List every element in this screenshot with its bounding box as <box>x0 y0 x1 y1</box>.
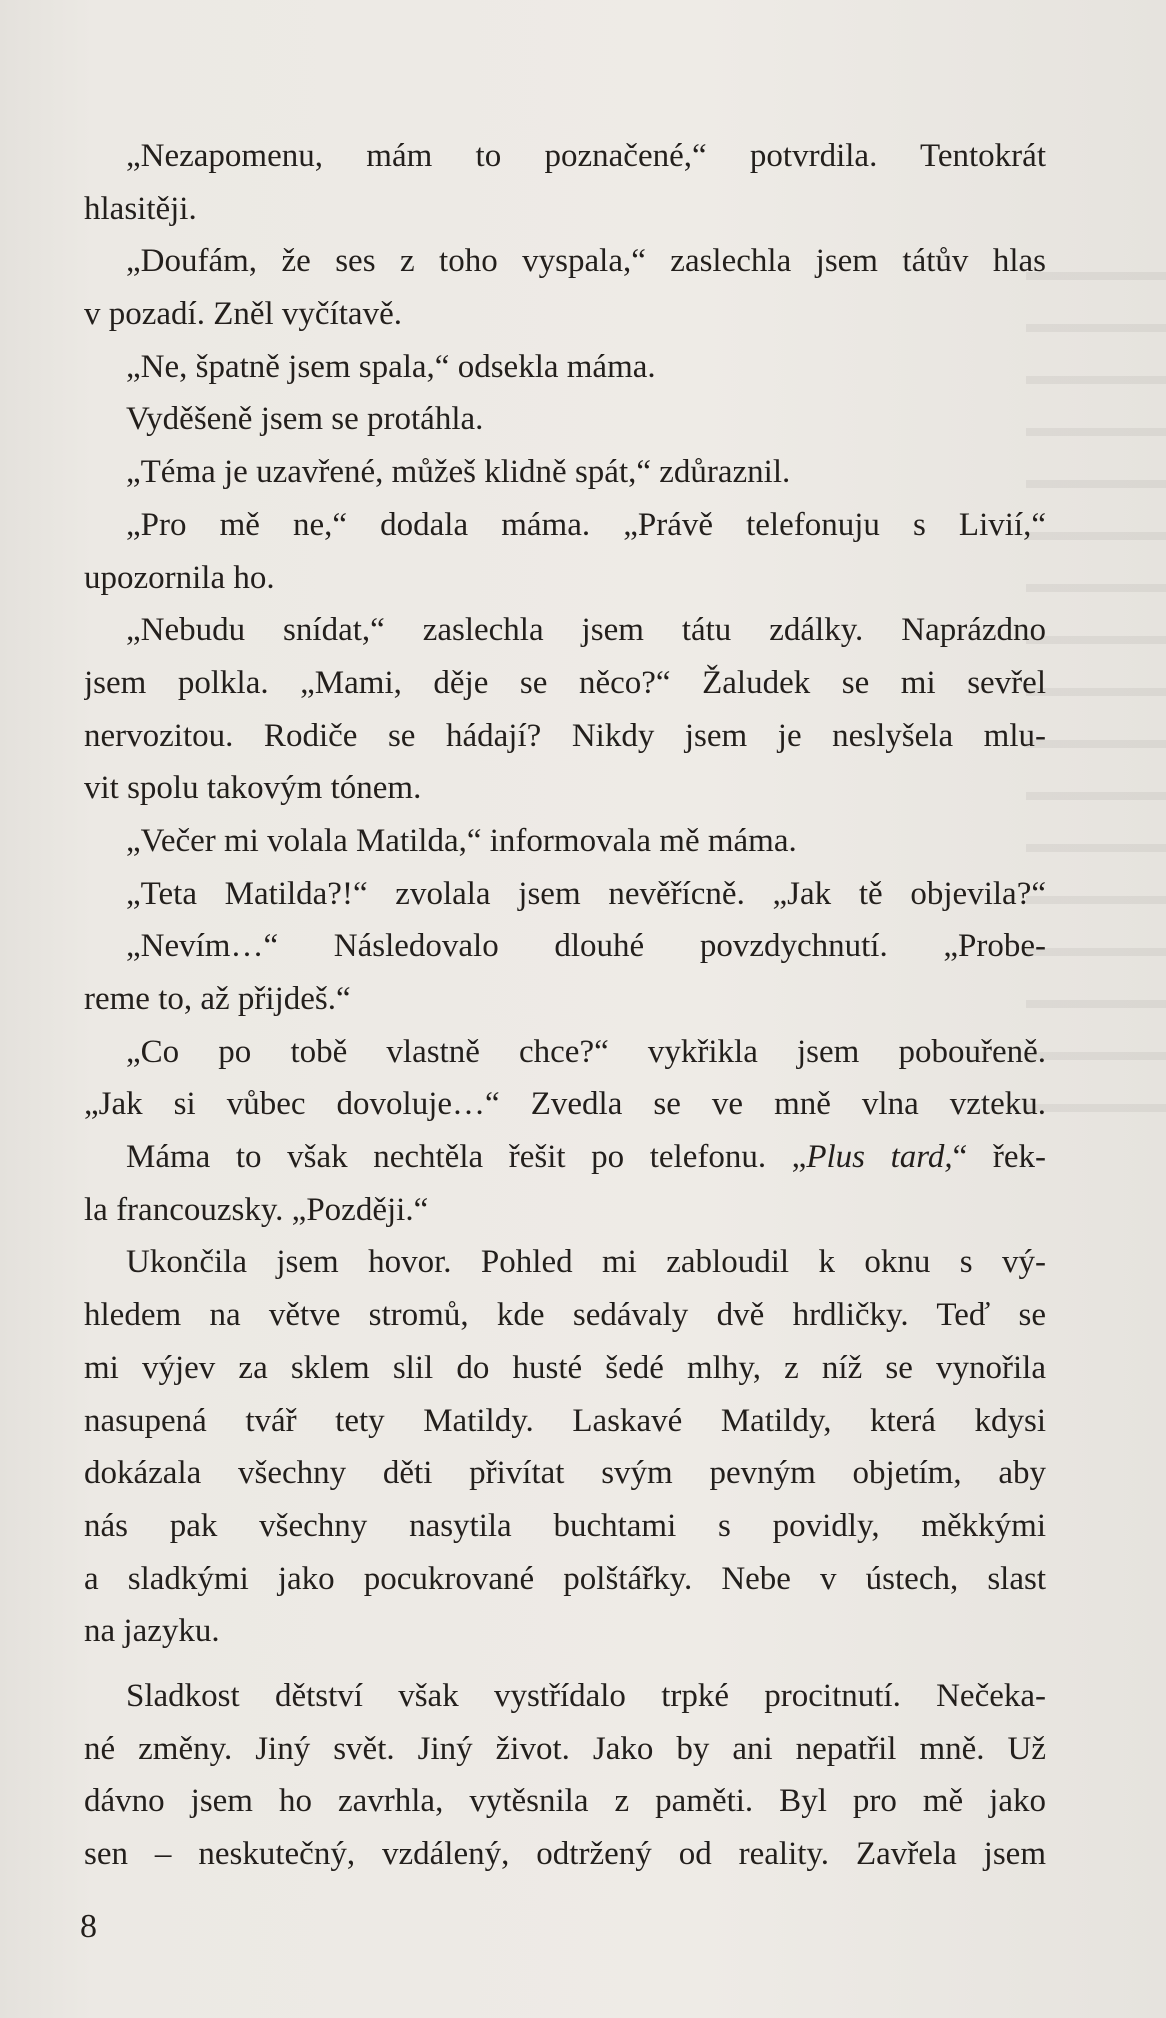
text-line: upozornila ho. <box>84 559 275 596</box>
line-part: Máma to však nechtěla řešit po telefonu. „ <box>126 1139 807 1176</box>
paragraph-gap <box>84 1658 1046 1670</box>
text-line: reme to, až přijdeš.“ <box>84 981 351 1017</box>
text-line: „Co po tobě vlastně chce?“ vykřikla jsem pobouřeně. <box>126 1033 1046 1070</box>
text-line-italic-phrase <box>84 1131 1046 1184</box>
show-through-texture <box>1026 250 1166 1150</box>
text-line: nás pak všechny nasytila buchtami s povidly, měkkými <box>84 1507 1046 1544</box>
text-line: hlasitěji. <box>84 190 197 227</box>
text-line: „Teta Matilda?!“ zvolala jsem nevěřícně. „Jak tě objevila?“ <box>126 875 1046 912</box>
text-line: Vyděšeně jsem se protáhla. <box>126 401 484 438</box>
text-line: né změny. Jiný svět. Jiný život. Jako by ani nepatřil mně. Už <box>84 1730 1046 1767</box>
line-part: “ řek- <box>952 1139 1046 1176</box>
text-line: hledem na větve stromů, kde sedávaly dvě hrdličky. Teď se <box>84 1297 1046 1334</box>
text-line: la francouzsky. „Později.“ <box>84 1191 429 1228</box>
text-line: „Doufám, že ses z toho vyspala,“ zaslechla jsem tátův hlas <box>126 243 1046 280</box>
text-line: nervozitou. Rodiče se hádají? Nikdy jsem je neslyšela mlu- <box>84 717 1046 754</box>
text-line: „Nevím…“ Následovalo dlouhé povzdychnutí. „Probe- <box>126 928 1046 965</box>
text-line: „Nebudu snídat,“ zaslechla jsem tátu zdálky. Naprázdno <box>126 612 1046 649</box>
text-line: v pozadí. Zněl vyčítavě. <box>84 296 402 333</box>
text-line: a sladkými jako pocukrované polštářky. Nebe v ústech, slast <box>84 1560 1046 1597</box>
text-line: na jazyku. <box>84 1613 220 1650</box>
italic-phrase: Plus tard, <box>806 1139 953 1176</box>
text-line: „Téma je uzavřené, můžeš klidně spát,“ zdůraznil. <box>126 454 791 491</box>
text-line: „Jak si vůbec dovoluje…“ Zvedla se ve mně vlna vzteku. <box>84 1086 1046 1123</box>
page-number: 8 <box>80 1908 97 1945</box>
text-line: jsem polkla. „Mami, děje se něco?“ Žaludek se mi sevřel <box>84 664 1046 701</box>
text-line: mi výjev za sklem slil do husté šedé mlhy, z níž se vynořila <box>84 1349 1046 1386</box>
text-line: „Nezapomenu, mám to poznačené,“ potvrdila. Tentokrát <box>126 138 1046 174</box>
text-line: „Pro mě ne,“ dodala máma. „Právě telefonuju s Livií,“ <box>126 506 1046 543</box>
text-line: dokázala všechny děti přivítat svým pevným objetím, aby <box>84 1455 1046 1492</box>
text-line: vit spolu takovým tónem. <box>84 770 422 807</box>
text-line: Sladkost dětství však vystřídalo trpké procitnutí. Nečeka- <box>126 1677 1046 1714</box>
text-line: „Ne, špatně jsem spala,“ odsekla máma. <box>126 348 656 385</box>
text-line: sen – neskutečný, vzdálený, odtržený od reality. Zavřela jsem <box>84 1836 1046 1872</box>
text-line: nasupená tvář tety Matildy. Laskavé Matildy, která kdysi <box>84 1402 1046 1439</box>
body-text <box>84 130 1046 1881</box>
text-line: Ukončila jsem hovor. Pohled mi zabloudil k oknu s vý- <box>126 1244 1046 1281</box>
text-line: dávno jsem ho zavrhla, vytěsnila z paměti. Byl pro mě jako <box>84 1783 1046 1820</box>
text-line: „Večer mi volala Matilda,“ informovala mě máma. <box>126 822 797 859</box>
